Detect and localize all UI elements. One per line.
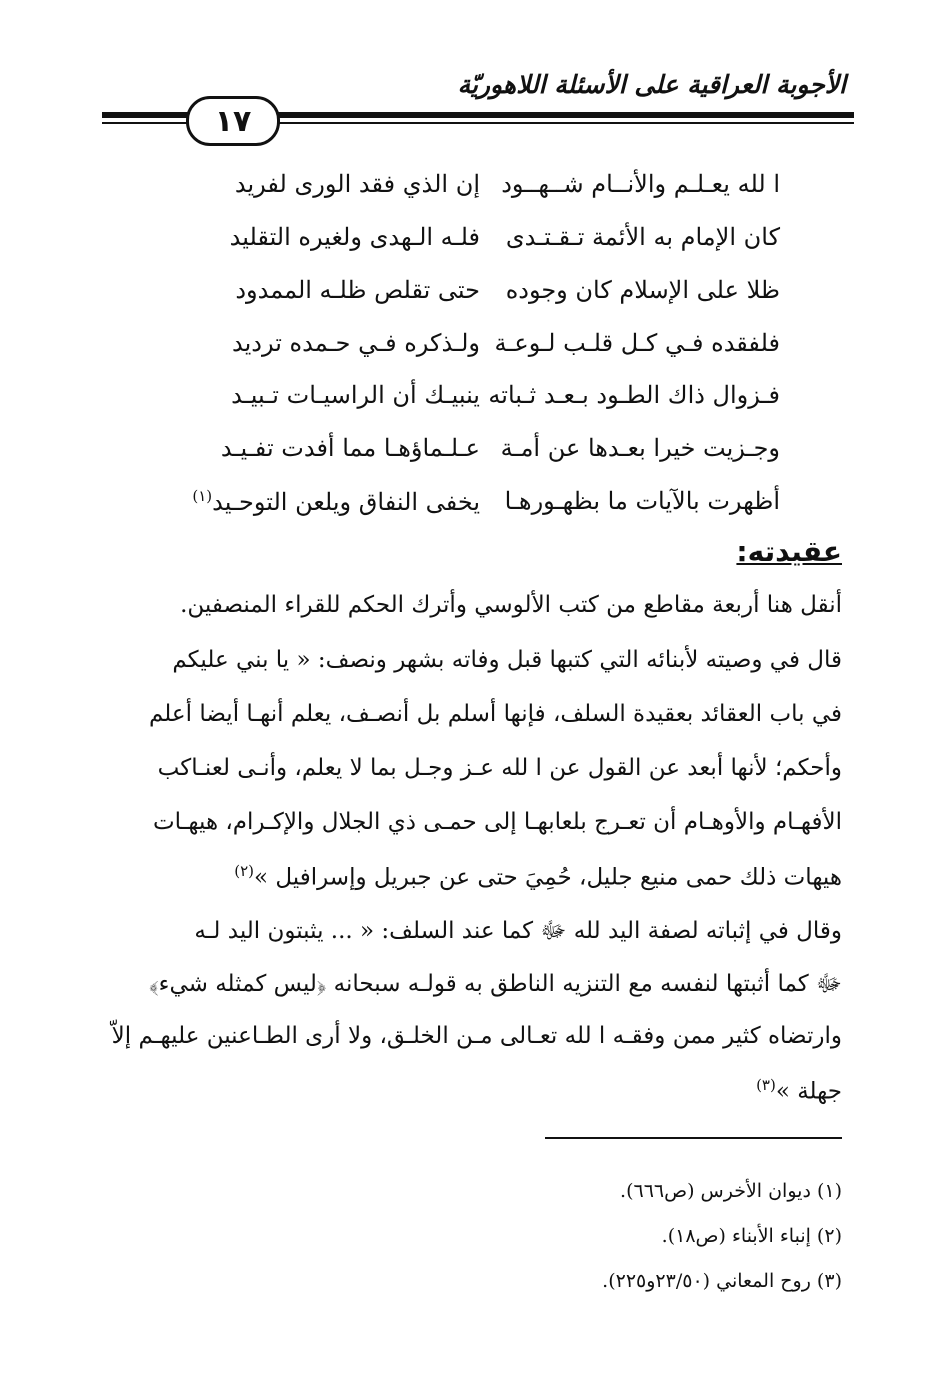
- poem-verse: [150, 381, 780, 431]
- verse-second-hemistich: إن الذي فقد الورى لفريد: [234, 170, 480, 198]
- poem-verse: [150, 276, 780, 326]
- footnote: (٢) إنباء الأبناء (ص١٨).: [661, 1225, 842, 1247]
- verse-second-hemistich: عـلـماؤهـا مما أفدت تفـيـد: [220, 434, 480, 462]
- verse-first-hemistich: ا لله يعـلـم والأنــام شــهــود: [501, 170, 780, 198]
- paragraph-line: الأفهـام والأوهـام أن تعـرج بلعابهـا إلى حمـى ذي الجلال والإكـرام، هيهـات: [153, 809, 842, 835]
- line-text: هيهات ذلك حمى منيع جليل، حُمِيَ حتى عن جبريل وإسرافيل »: [253, 864, 842, 891]
- verse-second-hemistich: فلـه الـهدى ولغيره التقليد: [229, 223, 480, 251]
- page-number: ١٧: [186, 96, 280, 146]
- poem-verse: [150, 170, 780, 220]
- paragraph-line: [756, 1076, 842, 1105]
- footnote: (٣) روح المعاني (٢٣/٥٠و٢٢٥).: [602, 1270, 842, 1292]
- verse-first-hemistich: فلفقده فـي كـل قلـب لـوعـة: [494, 329, 780, 357]
- verse-first-hemistich: كان الإمام به الأئمة تـقـتـدى: [505, 223, 780, 251]
- poem-verse: [150, 434, 780, 484]
- footnote-ref: (٢): [234, 862, 254, 880]
- poem-verse: [150, 487, 780, 537]
- footnote-separator: [545, 1137, 842, 1139]
- footnote: (١) ديوان الأخرس (ص٦٦٦).: [620, 1180, 842, 1202]
- paragraph-line: في باب العقائد بعقيدة السلف، فإنها أسلم بل أنصـف، يعلم أنهـا أيضا أعلم: [149, 701, 842, 727]
- paragraph-line: وارتضاه كثير ممن وفقـه ا لله تعـالى مـن الخلـق، ولا أرى الطـاعنين عليهـم إلاّ: [111, 1023, 842, 1049]
- verse-first-hemistich: فـزوال ذاك الطـود بـعـد ثـباته: [488, 381, 780, 409]
- paragraph-line: قال في وصيته لأبنائه التي كتبها قبل وفاته بشهر ونصف: « يا بني عليكم: [172, 647, 842, 673]
- verse-second-hemistich: ولـذكره فـي حـمده ترديد: [232, 329, 480, 357]
- footnote-ref: (١): [192, 487, 213, 505]
- paragraph-line: ﷻ كما أثبتها لنفسه مع التنزيه الناطق به قولـه سبحانه ﴿ليس كمثله شيء﴾: [149, 971, 842, 997]
- poem-verse: [150, 223, 780, 273]
- verse-first-hemistich: وجـزيت خيرا بعـدها عن أمـة: [500, 434, 780, 462]
- verse-second-hemistich: [180, 487, 480, 516]
- paragraph-line: وقال في إثباته لصفة اليد لله ﷻ كما عند السلف: « ... يثبتون اليد لـه: [194, 918, 842, 944]
- paragraph-line: وأحكم؛ لأنها أبعد عن القول عن ا لله عـز وجـل بما لا يعلم، وأنـى لعنـاكب: [157, 755, 842, 781]
- verse-text: يخفى النفاق ويلعن التوحـيد: [212, 488, 480, 516]
- paragraph-line: [234, 862, 842, 891]
- verse-first-hemistich: ظلا على الإسلام كان وجوده: [505, 276, 780, 304]
- verse-second-hemistich: حتى تقلص ظلـه الممدود: [235, 276, 480, 304]
- paragraph-line: أنقل هنا أربعة مقاطع من كتب الألوسي وأترك الحكم للقراء المنصفين.: [180, 592, 842, 618]
- verse-second-hemistich: ينبيـك أن الراسيـات تـبيـد: [231, 381, 480, 409]
- footnote-ref: (٣): [756, 1076, 776, 1094]
- poem-verse: [150, 329, 780, 379]
- section-heading: عقيدته:: [736, 535, 842, 568]
- verse-first-hemistich: أظهرت بالآيات ما بظهـورهـا: [504, 487, 780, 515]
- line-text: جهلة »: [775, 1078, 842, 1105]
- running-title: الأجوبة العراقية على الأسئلة اللاهوريّة: [457, 70, 846, 99]
